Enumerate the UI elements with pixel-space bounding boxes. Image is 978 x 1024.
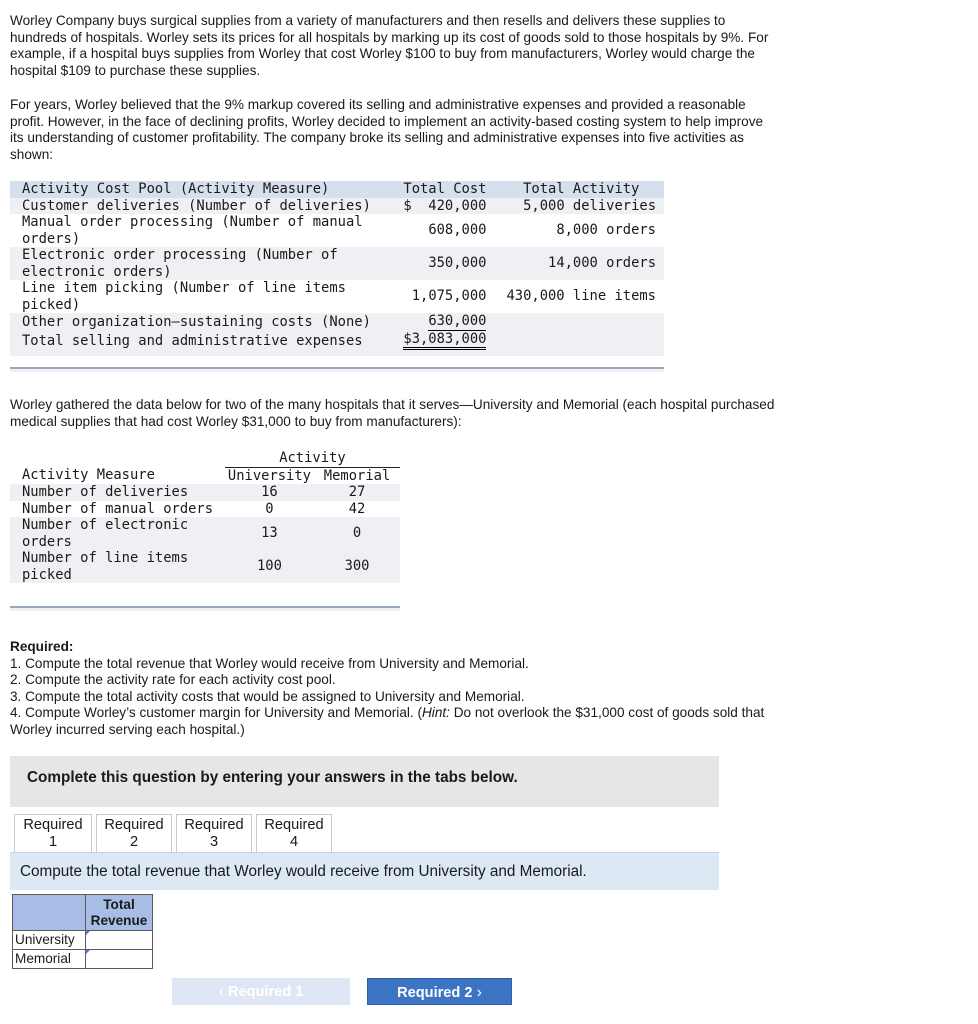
instructions-banner [10,756,719,807]
tab-required-4[interactable]: Required 4 [256,814,332,852]
total-cost-value: 350,000 [428,255,487,272]
group-header-row [10,450,400,467]
required-item-3: 3. Compute the total activity costs that would be assigned to University and Memorial. [10,688,525,704]
required-section [10,639,780,739]
table-row [10,214,664,247]
cost-pool-label: Customer deliveries (Number of deliveries) [22,197,371,214]
tab-required-2[interactable]: Required 2 [96,814,172,852]
group-header-activity: Activity [225,450,400,467]
total-activity-value: 14,000 orders [548,255,656,272]
table-row [10,313,664,331]
table-divider [10,367,664,372]
measure-label: Number of electronic orders [22,517,189,550]
intro-paragraph-3: Worley gathered the data below for two of the many hospitals that it serves—University and Memorial (each hospital purchased medical supplies that had cost Worley $31,000 to buy from manufacturers): [10,397,775,429]
next-button-label: Required 2 [397,985,473,1001]
total-label: Total selling and administrative expenses [22,333,363,349]
col-header-memorial: Memorial [323,467,391,484]
university-value: 16 [261,484,278,500]
col-header-university: University [227,467,311,484]
col-header-measure: Activity Measure [22,467,155,484]
prev-required-button[interactable] [172,978,350,1005]
col-header-total-activity: Total Activity [523,181,640,197]
prev-button-label: Required 1 [227,984,304,1000]
table-total-row [10,331,664,357]
cost-pool-label: Line item picking (Number of line items picked) [22,280,355,313]
total-activity-value: 8,000 orders [556,222,656,239]
instructions-text: Complete this question by entering your answers in the tabs below. [27,769,518,786]
cost-table-header-row [10,181,664,198]
total-cost-value: 1,075,000 [411,288,487,305]
table-row [10,501,400,518]
intro-paragraph-2: For years, Worley believed that the 9% markup covered its selling and administrative expenses and provided a reasonable profit. However, in the face of declining profits, Worley decided to implement an activity-based costing system to help improve its understanding of customer profitability. The company broke its selling and administrative expenses into five activities as shown: [10,97,764,162]
table-row [13,931,153,950]
total-revenue-table [12,894,153,969]
table-row [10,550,400,583]
measure-label: Number of deliveries [22,484,189,500]
total-activity-value [494,313,664,331]
tab-required-3[interactable]: Required 3 [176,814,252,852]
col-header-cost-pool: Activity Cost Pool (Activity Measure) [22,181,330,197]
col-header-total-cost: Total Cost [403,181,487,197]
total-activity-value: 5,000 deliveries [523,197,656,214]
memorial-value: 300 [344,558,370,575]
memorial-value: 42 [348,500,366,517]
cost-pool-label: Other organization–sustaining costs (None) [22,313,371,330]
row-label-memorial: Memorial [13,950,86,969]
university-value: 100 [256,558,282,575]
total-cost-value: 608,000 [428,222,487,239]
next-required-button[interactable] [367,978,512,1005]
active-tab-prompt-bar [10,852,719,890]
table-row [13,950,153,969]
activity-cost-pool-table [10,181,664,356]
measure-label: Number of line items picked [22,550,189,583]
table-row [10,484,400,501]
memorial-value: 27 [348,484,366,500]
measure-label: Number of manual orders [22,500,214,517]
col-header-row [10,467,400,484]
total-value: $3,083,000 [403,331,486,351]
memorial-value: 0 [352,525,362,542]
required-heading: Required: [10,639,74,654]
intro-paragraph-1: Worley Company buys surgical supplies from a variety of manufacturers and then resells and delivers these supplies to hundreds of hospitals. Worley sets its prices for all hospitals by marking up its cost of goods sold to those hospitals by 9%. For example, if a hospital buys supplies from Worley that cost Worley $100 to buy from manufacturers, Worley would charge the hospital $109 to purchase these supplies. [10,13,769,78]
table-divider [10,606,400,611]
cost-pool-label: Manual order processing (Number of manual orders) [22,214,371,247]
chevron-left-icon: ‹ [218,983,224,1000]
required-item-2: 2. Compute the activity rate for each activity cost pool. [10,672,336,688]
active-tab-prompt: Compute the total revenue that Worley would receive from University and Memorial. [20,863,587,880]
hospital-activity-table [10,450,400,583]
university-value: 0 [265,500,274,517]
row-label-university: University [13,931,86,950]
cost-pool-label: Electronic order processing (Number of electronic orders) [22,247,346,280]
memorial-revenue-input[interactable] [88,951,150,967]
total-cost-value: 630,000 [428,313,487,329]
university-revenue-input[interactable] [88,932,150,948]
tab-required-1[interactable]: Required 1 [14,814,92,852]
table-row [10,517,400,550]
col-header-total-revenue: Total Revenue [86,895,153,931]
total-activity-value: 430,000 line items [506,288,656,305]
university-value: 13 [261,525,278,542]
required-item-1: 1. Compute the total revenue that Worley would receive from University and Memorial. [10,655,529,671]
total-cost-value: $ 420,000 [403,197,487,214]
table-row [10,247,664,280]
table-row [10,198,664,215]
required-item-4: 4. Compute Worley’s customer margin for University and Memorial. (Hint: Do not overlook the $31,000 cost of goods sold that Worley incurred serving each hospital.) [10,705,765,737]
chevron-right-icon: › [476,984,482,1001]
table-row [10,280,664,313]
